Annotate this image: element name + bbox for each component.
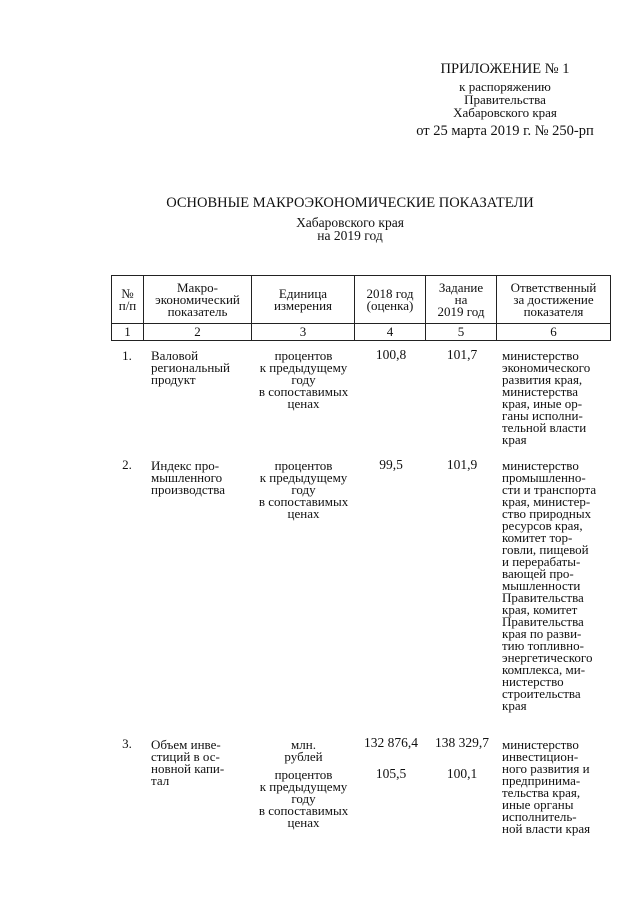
column-number-row: [112, 324, 611, 341]
appendix-block: [400, 60, 610, 140]
unit-of-measure-secondary: процентов к предыдущему году в сопоставимых ценах: [258, 767, 349, 830]
column-number: 5: [426, 324, 497, 341]
column-number: 4: [355, 324, 426, 341]
subtitle-line-2: на 2019 год: [317, 228, 383, 243]
row-number: 2.: [122, 457, 132, 472]
indicator-name: Индекс про- мышленного производства: [151, 458, 226, 497]
responsible-body: министерство экономического развития края, министерства края, иные ор- ганы исполни- тельной власти края: [502, 348, 591, 447]
appendix-line-2: Правительства: [464, 92, 546, 107]
target-2019-secondary: 100,1: [446, 766, 478, 781]
value-2018: 100,8: [375, 347, 407, 362]
column-number: 6: [497, 324, 611, 341]
unit-of-measure: процентов к предыдущему году в сопоставимых ценах: [258, 348, 349, 411]
column-number: 3: [252, 324, 355, 341]
header-indicator: Макро- экономический показатель: [144, 276, 252, 324]
row-number: 1.: [122, 348, 132, 363]
document-title: ОСНОВНЫЕ МАКРОЭКОНОМИЧЕСКИЕ ПОКАЗАТЕЛИ: [166, 195, 534, 211]
subtitle-line-1: Хабаровского края: [296, 215, 404, 230]
target-2019: 101,9: [446, 457, 478, 472]
header-2018: 2018 год (оценка): [355, 276, 426, 324]
responsible-body: министерство инвестицион- ного развития и предпринима- тельства края, иные органы исполнитель- ной власти края: [502, 737, 591, 836]
unit-of-measure: процентов к предыдущему году в сопоставимых ценах: [258, 458, 349, 521]
indicator-name: Объем инве- стиций в ос- новной капи- тал: [151, 737, 225, 788]
header-target: Задание на 2019 год: [426, 276, 497, 324]
column-number: 2: [144, 324, 252, 341]
appendix-date: от 25 марта 2019 г. № 250-рп: [416, 123, 594, 139]
target-2019: 101,7: [446, 347, 478, 362]
header-unit: Единица измерения: [252, 276, 355, 324]
indicator-name: Валовой региональный продукт: [151, 348, 230, 387]
value-2018-secondary: 105,5: [375, 766, 407, 781]
value-2018-primary: 132 876,4: [364, 735, 418, 750]
appendix-title: ПРИЛОЖЕНИЕ № 1: [440, 61, 570, 77]
responsible-body: министерство промышленно- сти и транспорта края, министер- ство природных ресурсов края, комитет тор- говли, пищевой и перерабаты- вающей про- мышленности Правительства края, комитет Правительства края по разви- тию топливно- энергетического комплекса, ми- нистерство строительства края: [502, 458, 597, 713]
target-2019-primary: 138 329,7: [435, 735, 489, 750]
column-number: 1: [112, 324, 144, 341]
header-responsible: Ответственный за достижение показателя: [497, 276, 611, 324]
value-2018: 99,5: [379, 457, 403, 472]
document-subtitle: [90, 216, 610, 242]
unit-of-measure-primary: млн. рублей: [284, 737, 323, 764]
indicators-table-header: [111, 275, 611, 341]
header-no: № п/п: [112, 276, 144, 324]
header-row: [112, 276, 611, 324]
row-number: 3.: [122, 736, 132, 751]
appendix-line-3: Хабаровского края: [453, 105, 557, 120]
appendix-line-1: к распоряжению: [459, 79, 551, 94]
